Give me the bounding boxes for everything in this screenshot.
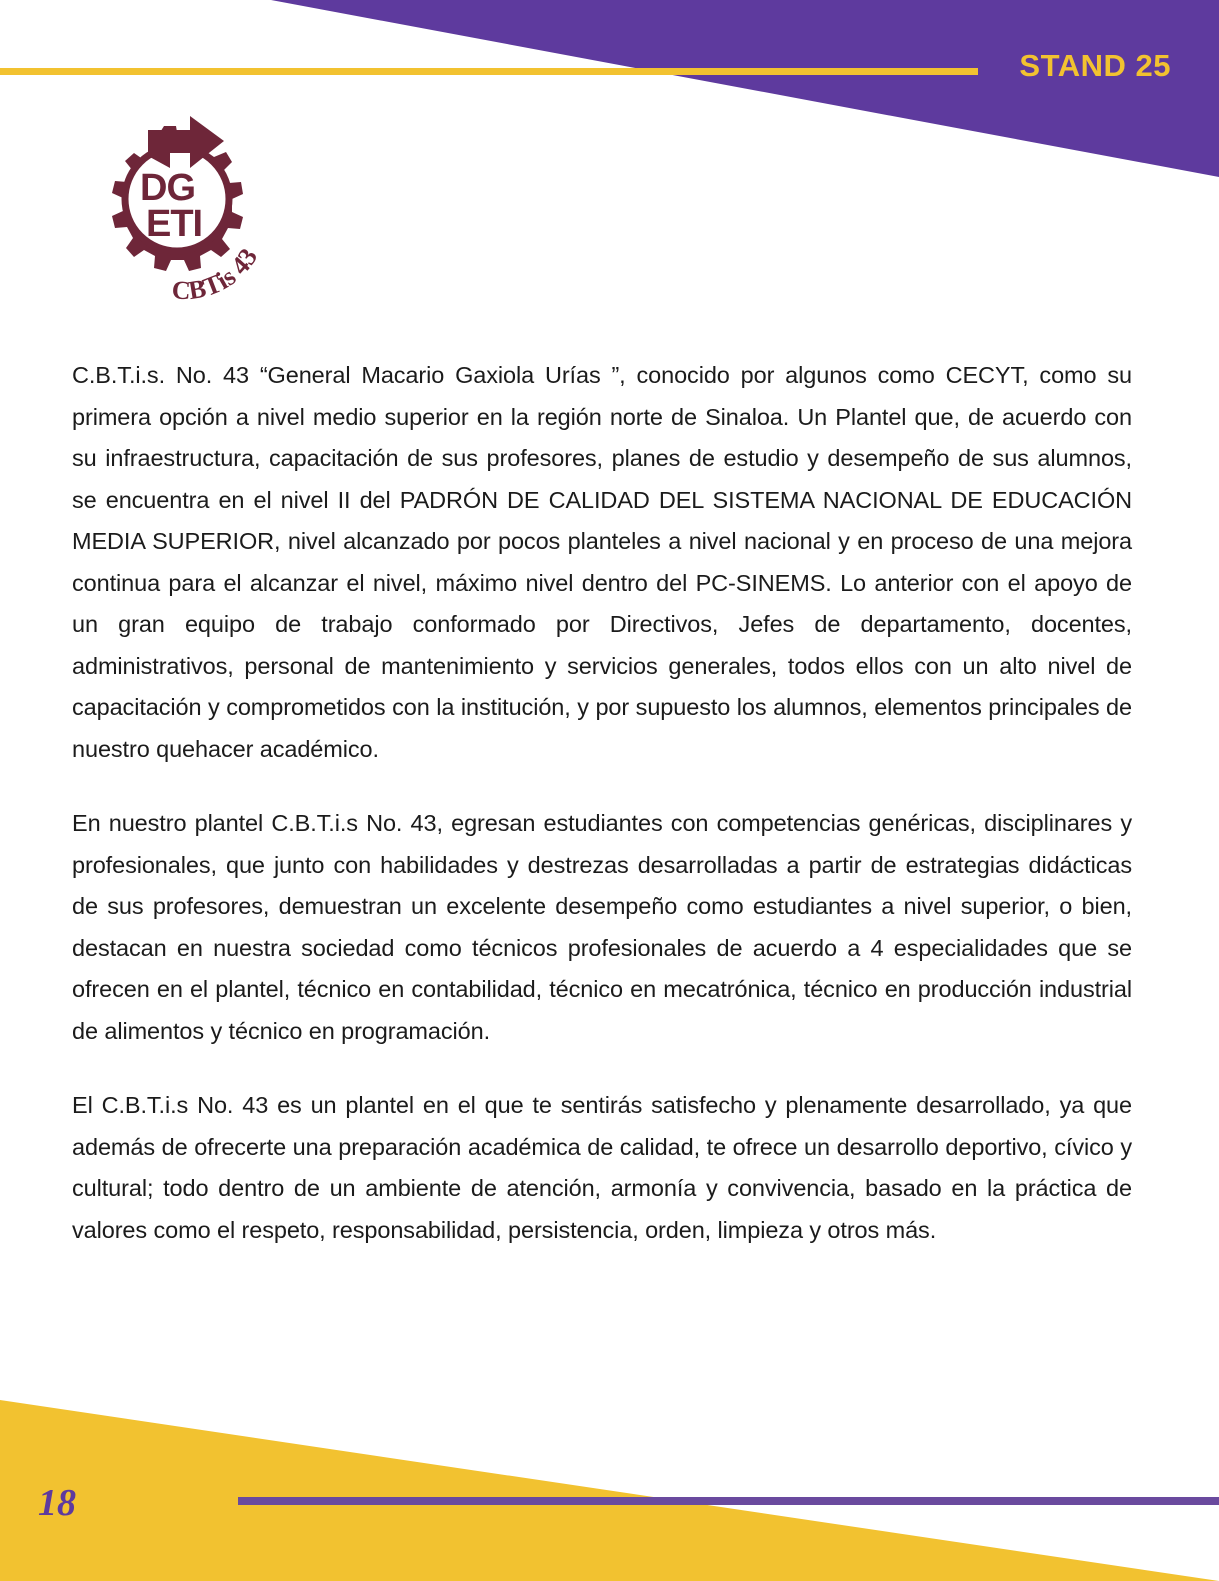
paragraph-1: C.B.T.i.s. No. 43 “General Macario Gaxiola Urías ”, conocido por algunos como CECYT, como su primera opción a nivel medio superior en la región norte de Sinaloa. Un Plantel que, de acuerdo con su infraestructura, capacitación de sus profesores, planes de estudio y desempeño de sus alumnos, se encuentra en el nivel II del PADRÓN DE CALIDAD DEL SISTEMA NACIONAL DE EDUCACIÓN MEDIA SUPERIOR, nivel alcanzado por pocos planteles a nivel nacional y en proceso de una mejora continua para el alcanzar el nivel, máximo nivel dentro del PC-SINEMS. Lo anterior con el apoyo de un gran equipo de trabajo conformado por Directivos, Jefes de departamento, docentes, administrativos, personal de mantenimiento y servicios generales, todos ellos con un alto nivel de capacitación y comprometidos con la institución, y por supuesto los alumnos, elementos principales de nuestro quehacer académico.: [72, 362, 1132, 762]
logo-arc-text: CBTis 43: [170, 243, 264, 303]
logo-dg-text: DG: [140, 167, 195, 209]
dgeti-cbtis-43-logo: [72, 108, 287, 303]
paragraph-2: En nuestro plantel C.B.T.i.s No. 43, egresan estudiantes con competencias genéricas, disciplinares y profesionales, que junto con habilidades y destrezas desarrolladas a partir de estrategias didácticas de sus profesores, demuestran un excelente desempeño como estudiantes a nivel superior, o bien, destacan en nuestra sociedad como técnicos profesionales de acuerdo a 4 especialidades que se ofrecen en el plantel, técnico en contabilidad, técnico en mecatrónica, técnico en producción industrial de alimentos y técnico en programación.: [72, 810, 1132, 1044]
article-body: [72, 355, 1132, 1251]
paragraph-3: El C.B.T.i.s No. 43 es un plantel en el que te sentirás satisfecho y plenamente desarrollado, ya que además de ofrecerte una preparación académica de calidad, te ofrece un desarrollo deportivo, cívico y cultural; todo dentro de un ambiente de atención, armonía y convivencia, basado en la práctica de valores como el respeto, responsabilidad, persistencia, orden, limpieza y otros más.: [72, 1092, 1132, 1243]
footer-yellow-shape: [0, 1381, 1219, 1581]
stand-label: STAND 25: [1019, 48, 1171, 83]
footer-purple-rule: [238, 1497, 1219, 1505]
logo-eti-text: ETI: [146, 203, 203, 245]
page-number: 18: [38, 1482, 76, 1524]
header-yellow-rule: [0, 68, 978, 75]
